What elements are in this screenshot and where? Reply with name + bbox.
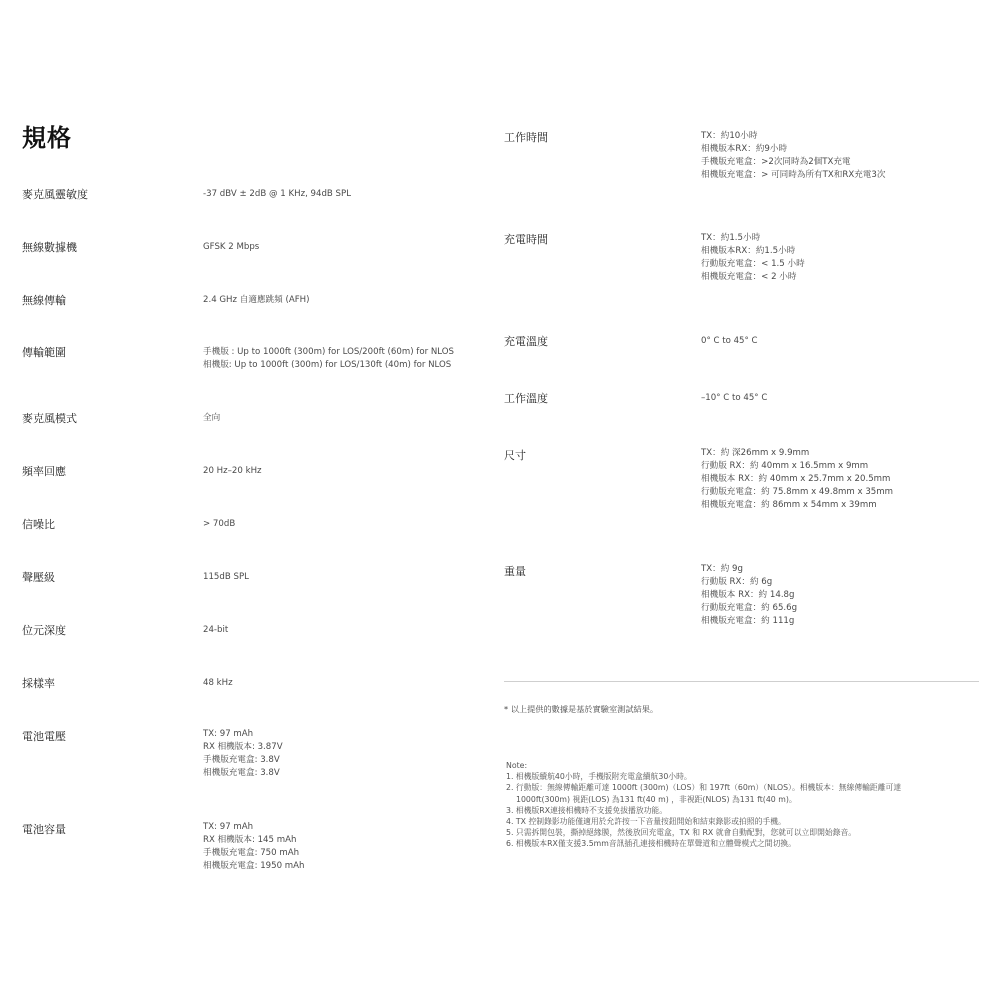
- spec-value-line: 相機版本 RX：約 14.8g: [701, 590, 795, 600]
- spec-label-charging-temperature: 充電溫度: [504, 335, 548, 348]
- spec-value-line: GFSK 2 Mbps: [203, 242, 260, 252]
- spec-value-line: 相機版本RX：約1.5小時: [701, 246, 796, 256]
- spec-value-line: 行動版充電盒：約 65.6g: [701, 603, 798, 613]
- spec-value-operating-time: [701, 130, 886, 182]
- spec-value-battery-capacity: [203, 821, 305, 873]
- note-item: 1. 相機版續航40小時，手機版附充電盒續航30小時。: [506, 772, 692, 782]
- spec-value-charging-time: [701, 232, 805, 284]
- spec-label-sample-rate: 採樣率: [22, 677, 55, 690]
- spec-label-weight: 重量: [504, 565, 526, 578]
- spec-label-dimensions: 尺寸: [504, 449, 526, 462]
- spec-value-snr: [203, 518, 235, 531]
- spec-label-spl: 聲壓級: [22, 571, 55, 584]
- note-item: 4. TX 控制錄影功能僅適用於允許按一下音量按鈕開始和結束錄影或拍照的手機。: [506, 817, 786, 827]
- spec-value-line: –10° C to 45° C: [701, 393, 768, 403]
- spec-value-line: RX 相機版本: 3.87V: [203, 742, 283, 752]
- spec-value-line: RX 相機版本: 145 mAh: [203, 835, 297, 845]
- spec-value-weight: [701, 563, 797, 628]
- spec-value-line: 相機版充電盒：約 111g: [701, 616, 795, 626]
- spec-label-charging-time: 充電時間: [504, 233, 548, 246]
- spec-value-line: TX：約 9g: [701, 564, 743, 574]
- spec-value-frequency-response: [203, 465, 262, 478]
- spec-label-frequency-response: 頻率回應: [22, 465, 66, 478]
- spec-label-transmission-range: 傳輸範圍: [22, 346, 66, 359]
- spec-label-wireless-transmission: 無線傳輸: [22, 294, 66, 307]
- spec-value-charging-temperature: [701, 335, 758, 348]
- note-item: 6. 相機版本RX僅支援3.5mm音訊插孔連接相機時在單聲道和立體聲模式之間切換。: [506, 839, 796, 849]
- spec-value-battery-voltage: [203, 728, 283, 780]
- spec-value-mic-sensitivity: [203, 188, 351, 201]
- spec-value-mic-mode: [203, 412, 220, 425]
- spec-label-bit-depth: 位元深度: [22, 624, 66, 637]
- notes-heading: Note:: [506, 761, 528, 770]
- spec-label-wireless-modem: 無線數據機: [22, 241, 77, 254]
- note-item: 2. 行動版：無線傳輸距離可達 1000ft (300m)（LOS）和 197ft（60m）（NLOS）。相機版本：無線傳輸距離可達: [506, 783, 902, 793]
- spec-value-wireless-modem: [203, 241, 259, 254]
- spec-value-line: 手機版 : Up to 1000ft (300m) for LOS/200ft (60m) for NLOS: [203, 347, 454, 357]
- spec-value-bit-depth: [203, 624, 228, 637]
- spec-value-line: 行動版充電盒：約 75.8mm x 49.8mm x 35mm: [701, 487, 894, 497]
- spec-label-mic-mode: 麥克風模式: [22, 412, 77, 425]
- note-item-continuation: 1000ft(300m) 視距(LOS) 為131 ft(40 m) ，非視距(NLOS) 為131 ft(40 m)。: [516, 794, 797, 804]
- spec-value-line: 相機版本 RX：約 40mm x 25.7mm x 20.5mm: [701, 474, 891, 484]
- spec-label-battery-capacity: 電池容量: [22, 823, 66, 836]
- spec-value-line: TX：約1.5小時: [701, 233, 761, 243]
- spec-value-line: 相機版充電盒：< 2 小時: [701, 272, 797, 282]
- section-divider: [504, 681, 979, 682]
- spec-value-sample-rate: [203, 677, 233, 690]
- spec-value-line: 相機版: Up to 1000ft (300m) for LOS/130ft (40m) for NLOS: [203, 360, 452, 370]
- spec-label-operating-temperature: 工作溫度: [504, 392, 548, 405]
- spec-value-line: 全向: [203, 413, 221, 423]
- spec-value-line: 相機版充電盒: 1950 mAh: [203, 861, 305, 871]
- spec-value-line: TX：約 深26mm x 9.9mm: [701, 448, 810, 458]
- spec-label-battery-voltage: 電池電壓: [22, 730, 66, 743]
- spec-value-line: 20 Hz–20 kHz: [203, 466, 262, 476]
- spec-value-line: 0° C to 45° C: [701, 336, 758, 346]
- spec-value-line: 手機版充電盒: 750 mAh: [203, 848, 300, 858]
- spec-value-wireless-transmission: [203, 294, 309, 307]
- spec-label-operating-time: 工作時間: [504, 131, 548, 144]
- spec-value-line: 相機版充電盒：> 可同時為所有TX和RX充電3次: [701, 170, 886, 180]
- page-title: 規格: [22, 124, 72, 152]
- spec-value-operating-temperature: [701, 392, 767, 405]
- spec-value-line: 相機版充電盒：約 86mm x 54mm x 39mm: [701, 500, 877, 510]
- spec-value-line: 手機版充電盒: 3.8V: [203, 755, 280, 765]
- spec-label-snr: 信噪比: [22, 518, 55, 531]
- spec-value-line: TX: 97 mAh: [203, 729, 254, 739]
- spec-value-line: 相機版本RX：約9小時: [701, 144, 788, 154]
- spec-value-line: 行動版充電盒：< 1.5 小時: [701, 259, 805, 269]
- note-item: 3. 相機版RX連接相機時不支援免拔播放功能。: [506, 805, 668, 815]
- spec-value-line: TX: 97 mAh: [203, 822, 254, 832]
- spec-value-line: 115dB SPL: [203, 572, 249, 582]
- spec-value-line: 48 kHz: [203, 678, 233, 688]
- spec-label-mic-sensitivity: 麥克風靈敏度: [22, 188, 88, 201]
- spec-value-spl: [203, 571, 249, 584]
- spec-value-line: > 70dB: [203, 519, 236, 529]
- spec-value-dimensions: [701, 447, 893, 512]
- spec-value-line: 相機版充電盒: 3.8V: [203, 768, 280, 778]
- spec-value-line: 行動版 RX：約 6g: [701, 577, 773, 587]
- spec-value-line: -37 dBV ± 2dB @ 1 KHz, 94dB SPL: [203, 189, 351, 199]
- spec-value-line: 24-bit: [203, 625, 229, 635]
- spec-value-transmission-range: [203, 346, 454, 372]
- spec-value-line: 2.4 GHz 自適應跳頻 (AFH): [203, 295, 310, 305]
- spec-value-line: 行動版 RX：約 40mm x 16.5mm x 9mm: [701, 461, 869, 471]
- notes-section: [506, 760, 901, 850]
- spec-value-line: 手機版充電盒：>2次同時為2個TX充電: [701, 157, 851, 167]
- spec-value-line: TX：約10小時: [701, 131, 758, 141]
- lab-test-footnote: * 以上提供的數據是基於實驗室測試結果。: [504, 704, 659, 714]
- note-item: 5. 只需拆開包裝，撕掉絕緣膜，然後放回充電盒，TX 和 RX 就會自動配對，您就可以立即開始錄音。: [506, 828, 857, 838]
